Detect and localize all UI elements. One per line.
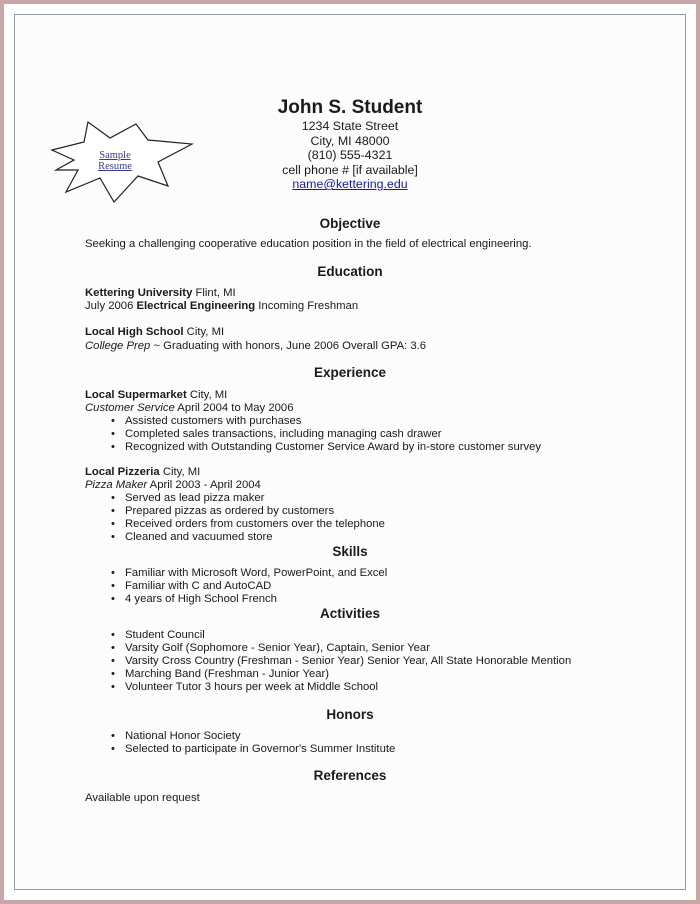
school-name: Kettering University	[85, 287, 193, 299]
street-address: 1234 State Street	[301, 119, 399, 133]
bullet: •	[111, 441, 115, 453]
applicant-name: John S. Student	[277, 97, 423, 118]
education-entry-1-line-2	[85, 300, 358, 313]
bullet: •	[111, 655, 115, 667]
bullet: •	[111, 681, 115, 693]
bullet: •	[111, 567, 115, 579]
job-dates: April 2004 to May 2006	[174, 402, 294, 414]
list-item: 4 years of High School French	[125, 593, 277, 605]
phone-number: (810) 555-4321	[307, 148, 393, 162]
job-title: Pizza Maker	[85, 479, 148, 491]
stamp-line-1: Sample	[99, 150, 131, 161]
honors-heading: Honors	[326, 707, 374, 722]
objective-text: Seeking a challenging cooperative education position in the field of electrical engineering.	[85, 238, 532, 250]
bullet: •	[111, 492, 115, 504]
objective-heading: Objective	[319, 216, 381, 231]
list-item: Familiar with Microsoft Word, PowerPoint, and Excel	[125, 567, 388, 579]
list-item: Student Council	[125, 629, 205, 641]
education-heading: Education	[317, 264, 383, 279]
list-item: Prepared pizzas as ordered by customers	[125, 505, 335, 517]
job-title: Customer Service	[85, 402, 175, 414]
bullet: •	[111, 531, 115, 543]
list-item: Marching Band (Freshman - Junior Year)	[125, 668, 330, 680]
references-text: Available upon request	[85, 792, 200, 804]
education-details: ~ Graduating with honors, June 2006 Overall GPA: 3.6	[150, 340, 427, 352]
employer-name: Local Pizzeria	[85, 466, 160, 478]
job-2-employer	[85, 466, 200, 479]
education-major: Electrical Engineering	[136, 300, 256, 312]
city-state-zip: City, MI 48000	[310, 133, 390, 148]
bullet: •	[111, 629, 115, 641]
cell-phone: cell phone # [if available]	[282, 162, 418, 177]
school-location: Flint, MI	[192, 287, 236, 299]
job-1-role	[85, 402, 293, 415]
list-item: Varsity Golf (Sophomore - Senior Year), Captain, Senior Year	[125, 642, 430, 654]
education-program: College Prep	[85, 340, 151, 352]
bullet: •	[111, 415, 115, 427]
list-item: Served as lead pizza maker	[125, 492, 265, 504]
employer-name: Local Supermarket	[85, 389, 187, 401]
bullet: •	[111, 743, 115, 755]
bullet: •	[111, 428, 115, 440]
list-item: Received orders from customers over the telephone	[125, 518, 385, 530]
list-item: Selected to participate in Governor's Summer Institute	[125, 743, 396, 755]
list-item: Varsity Cross Country (Freshman - Senior Year) Senior Year, All State Honorable Mention	[125, 655, 572, 667]
bullet: •	[111, 642, 115, 654]
bullet: •	[111, 518, 115, 530]
stamp-line-2: Resume	[98, 161, 132, 172]
list-item: National Honor Society	[125, 730, 241, 742]
job-1-employer	[85, 389, 227, 402]
bullet: •	[111, 593, 115, 605]
bullet: •	[111, 730, 115, 742]
list-item: Volunteer Tutor 3 hours per week at Middle School	[125, 681, 379, 693]
school-location: City, MI	[183, 326, 225, 338]
bullet: •	[111, 668, 115, 680]
job-2-role	[85, 479, 261, 492]
education-status: Incoming Freshman	[255, 300, 359, 312]
list-item: Familiar with C and AutoCAD	[125, 580, 272, 592]
references-heading: References	[313, 768, 387, 783]
activities-heading: Activities	[319, 606, 381, 621]
education-date: July 2006	[85, 300, 137, 312]
list-item: Assisted customers with purchases	[125, 415, 302, 427]
bullet: •	[111, 580, 115, 592]
list-item: Completed sales transactions, including managing cash drawer	[125, 428, 442, 440]
employer-location: City, MI	[186, 389, 228, 401]
list-item: Recognized with Outstanding Customer Service Award by in-store customer survey	[125, 441, 542, 453]
list-item: Cleaned and vacuumed store	[125, 531, 273, 543]
job-dates: April 2003 - April 2004	[147, 479, 261, 491]
school-name: Local High School	[85, 326, 184, 338]
education-entry-1-line-1	[85, 287, 236, 300]
skills-heading: Skills	[332, 544, 368, 559]
contact-header	[0, 97, 700, 192]
email-link[interactable]: name@kettering.edu	[292, 177, 408, 191]
employer-location: City, MI	[159, 466, 201, 478]
education-entry-2-line-1	[85, 326, 224, 339]
education-entry-2-line-2	[85, 340, 426, 353]
experience-heading: Experience	[313, 365, 387, 380]
bullet: •	[111, 505, 115, 517]
